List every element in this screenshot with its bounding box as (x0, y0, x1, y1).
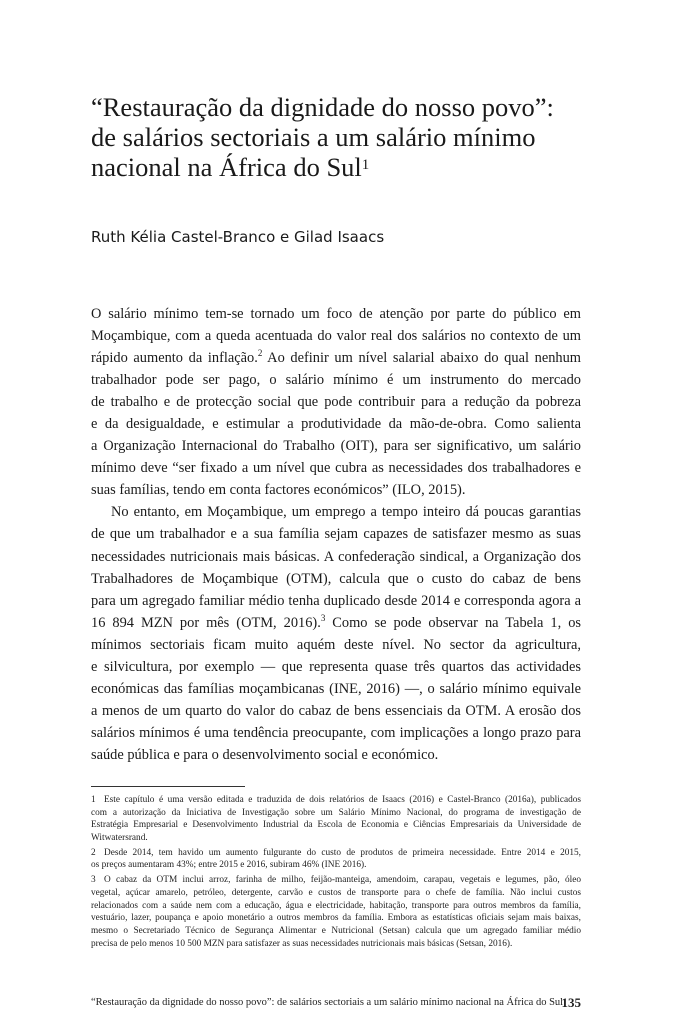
footnote-line: precisa de pelo menos 10 500 MZN para satisfazer as suas necessidades nutricionais mais básicas (Setsan, 2016). (91, 938, 513, 949)
text-line: de que um trabalhador e a sua família sejam capazes de satisfazer mesmo as suas (91, 526, 581, 543)
text-line: mínimos sectoriais ficam muito aquém deste nível. No sector da agricultura, (91, 636, 581, 653)
text-line: suas famílias, tendo em conta factores económicos” (ILO, 2015). (91, 482, 466, 499)
text-line: No entanto, em Moçambique, um emprego a tempo inteiro dá poucas garantias (111, 504, 581, 521)
title-line: nacional na África do Sul$^1$ (91, 152, 370, 182)
footnote-1 (91, 794, 581, 845)
text-line: 16 894 MZN por mês (OTM, 2016).$^3$ Como se pode observar na Tabela 1, os (91, 612, 581, 631)
authors: Ruth Kélia Castel-Branco e Gilad Isaacs (91, 228, 385, 246)
text-line: O salário mínimo tem-se tornado um foco de atenção por parte do público em (91, 306, 581, 322)
footnote-number: 2 (91, 847, 96, 858)
text-line: a menos de um quarto do valor do cabaz de bens essenciais da OTM. A erosão dos (91, 702, 581, 719)
text-line: trabalhador pode ser pago, o salário mínimo é um instrumento do mercado (91, 372, 581, 389)
text-line: mínimo deve “ser fixado a um nível que cubra as necessidades dos trabalhadores e (91, 460, 581, 477)
title-footnote-ref[interactable]: 1 (361, 157, 370, 173)
title-line: de salários sectoriais a um salário mínimo (91, 122, 536, 152)
footnote-line: 3 O cabaz da OTM inclui arroz, farinha de milho, feijão-manteiga, amendoim, carapau, vegetais e legumes, pão, óleo (91, 875, 581, 886)
footnote-line: vegetal, açúcar amarelo, petróleo, detergente, carvão e custos de transporte para o chefe de família. Não inclui custos (91, 887, 581, 898)
footnote-3 (91, 874, 581, 950)
paragraph-1 (91, 303, 581, 501)
footnote-divider (91, 786, 245, 787)
footnote-number: 3 (91, 875, 96, 886)
text-line: Trabalhadores de Moçambique (OTM), calcula que o custo do cabaz de bens (91, 570, 581, 587)
footnote-2 (91, 847, 581, 872)
footnote-number: 1 (91, 795, 96, 805)
footnote-line: relacionados com a saúde nem com a educação, água e electricidade, habitação, transporte para outros membros da família, (91, 900, 581, 911)
footnote-line: 1 Este capítulo é uma versão editada e traduzida de dois relatórios de Isaacs (2016) e Castel-Branco (2016a), publicados (91, 795, 581, 805)
running-head: “Restauração da dignidade do nosso povo”: de salários sectoriais a um salário mínimo nacional na África do Sul (91, 997, 564, 1008)
footnote-line: 2 Desde 2014, tem havido um aumento fulgurante do custo de produtos de primeira necessidade. Entre 2014 e 2015, (91, 847, 581, 858)
text-line: para um agregado familiar médio tenha duplicado desde 2014 e corresponda agora a (91, 592, 581, 609)
text-line: de trabalho e de protecção social que pode contribuir para a redução da pobreza (91, 394, 581, 411)
chapter-title (91, 92, 611, 182)
text-line: saúde pública e para o desenvolvimento social e económico. (91, 746, 439, 763)
footnote-ref[interactable]: 3 (320, 612, 326, 623)
text-line: e silvicultura, por exemplo — que representa quase três quartos das actividades (91, 658, 581, 675)
body-text (91, 303, 581, 766)
footnote-line: Estratégia Empresarial e Desenvolvimento Industrial da Escola de Economia e Ciências Empresariais da Universidade de (91, 820, 581, 831)
title-line: “Restauração da dignidade do nosso povo”: (91, 92, 554, 122)
footnote-ref[interactable]: 2 (257, 348, 263, 359)
text-line: e da desigualdade, e estimular a produtividade da mão-de-obra. Como salienta (91, 416, 581, 433)
page-number: 135 (561, 995, 581, 1010)
footnote-line: Witwatersrand. (91, 833, 148, 844)
text-line: rápido aumento da inflação.$^2$ Ao definir um nível salarial abaixo do qual nenhum (91, 348, 581, 367)
text-line: a Organização Internacional do Trabalho (OIT), para ser significativo, um salário (91, 438, 581, 455)
footnote-line: vestuário, lazer, poupança e apoio monetário a outros membros da família. Embora as estatísticas oficiais sejam mais baixas, (91, 913, 581, 924)
footnote-line: os preços aumentaram 43%; entre 2015 e 2016, subiram 46% (INE 2016). (91, 860, 367, 871)
text-line: salários mínimos é uma tendência preocupante, com implicações a longo prazo para (91, 724, 581, 741)
text-line: Moçambique, com a queda acentuada do valor real dos salários no contexto de um (91, 328, 581, 345)
text-line: económicas das famílias moçambicanas (INE, 2016) —, o salário mínimo equivale (91, 680, 581, 697)
footnote-line: mesmo o Secretariado Técnico de Segurança Alimentar e Nutricional (Setsan) calcula que um agregado familiar médio (91, 925, 581, 936)
text-line: necessidades nutricionais mais básicas. A confederação sindical, a Organização dos (91, 548, 581, 565)
footnote-line: com a autorização da Iniciativa de Investigação sobre um Salário Mínimo Nacional, do programa de investigação de (91, 807, 581, 818)
paragraph-2 (91, 501, 581, 766)
footnotes (91, 794, 581, 952)
